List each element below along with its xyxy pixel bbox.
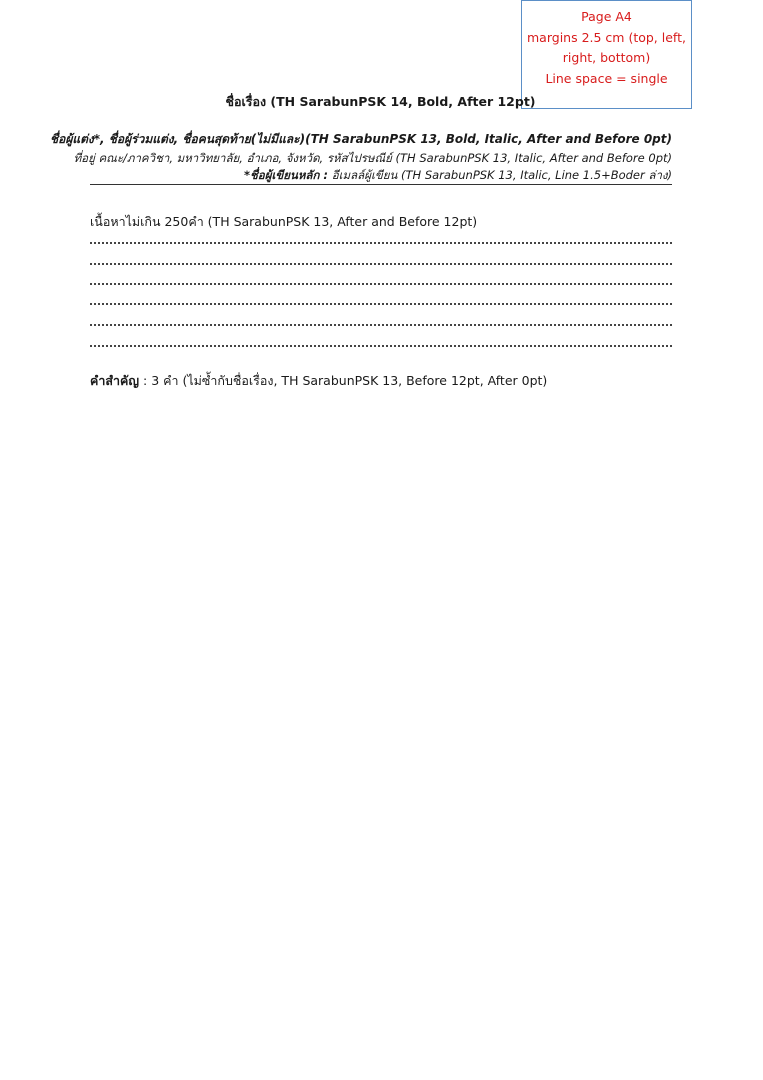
dotted-fill-line <box>90 263 672 265</box>
keywords-text: : 3 คำ (ไม่ซ้ำกับชื่อเรื่อง, TH SarabunPSK 13, Before 12pt, After 0pt) <box>139 373 548 388</box>
email-description: อีเมลล์ผู้เขียน (TH SarabunPSK 13, Italic, Line 1.5+Boder ล่าง) <box>328 168 672 182</box>
header-bottom-border <box>90 184 672 185</box>
keywords-label: คำสำคัญ <box>90 373 140 388</box>
dotted-fill-line <box>90 242 672 244</box>
dotted-fill-line <box>90 324 672 326</box>
note-line-margin-sides: right, bottom) <box>562 50 651 65</box>
corresponding-author-label: *ชื่อผู้เขียนหลัก : <box>243 168 329 182</box>
note-line-spacing: Line space = single <box>545 70 668 86</box>
dotted-fill-line <box>90 345 672 347</box>
note-line-page-size: Page A4 <box>581 9 632 24</box>
abstract-content-instruction: เนื้อหาไม่เกิน 250คำ (TH SarabunPSK 13, After and Before 12pt) <box>90 214 478 229</box>
author-address: ที่อยู่ คณะ/ภาควิชา, มหาวิทยาลัย, อำเภอ, จังหวัด, รหัสไปรษณีย์ (TH SarabunPSK 13, Italic, After and Before 0pt) <box>73 151 672 165</box>
note-line-margins: margins 2.5 cm (top, left, <box>527 29 686 45</box>
dotted-fill-line <box>90 283 672 285</box>
keywords-line <box>90 371 547 391</box>
dotted-fill-line <box>90 303 672 305</box>
paper-title: ชื่อเรื่อง (TH SarabunPSK 14, Bold, After 12pt) <box>225 94 536 109</box>
author-names: ชื่อผู้แต่ง*, ชื่อผู้ร่วมแต่ง, ชื่อคนสุดท้าย(ไม่มีและ)(TH SarabunPSK 13, Bold, Italic, After and Before 0pt) <box>49 132 672 146</box>
corresponding-author-email <box>244 167 672 185</box>
